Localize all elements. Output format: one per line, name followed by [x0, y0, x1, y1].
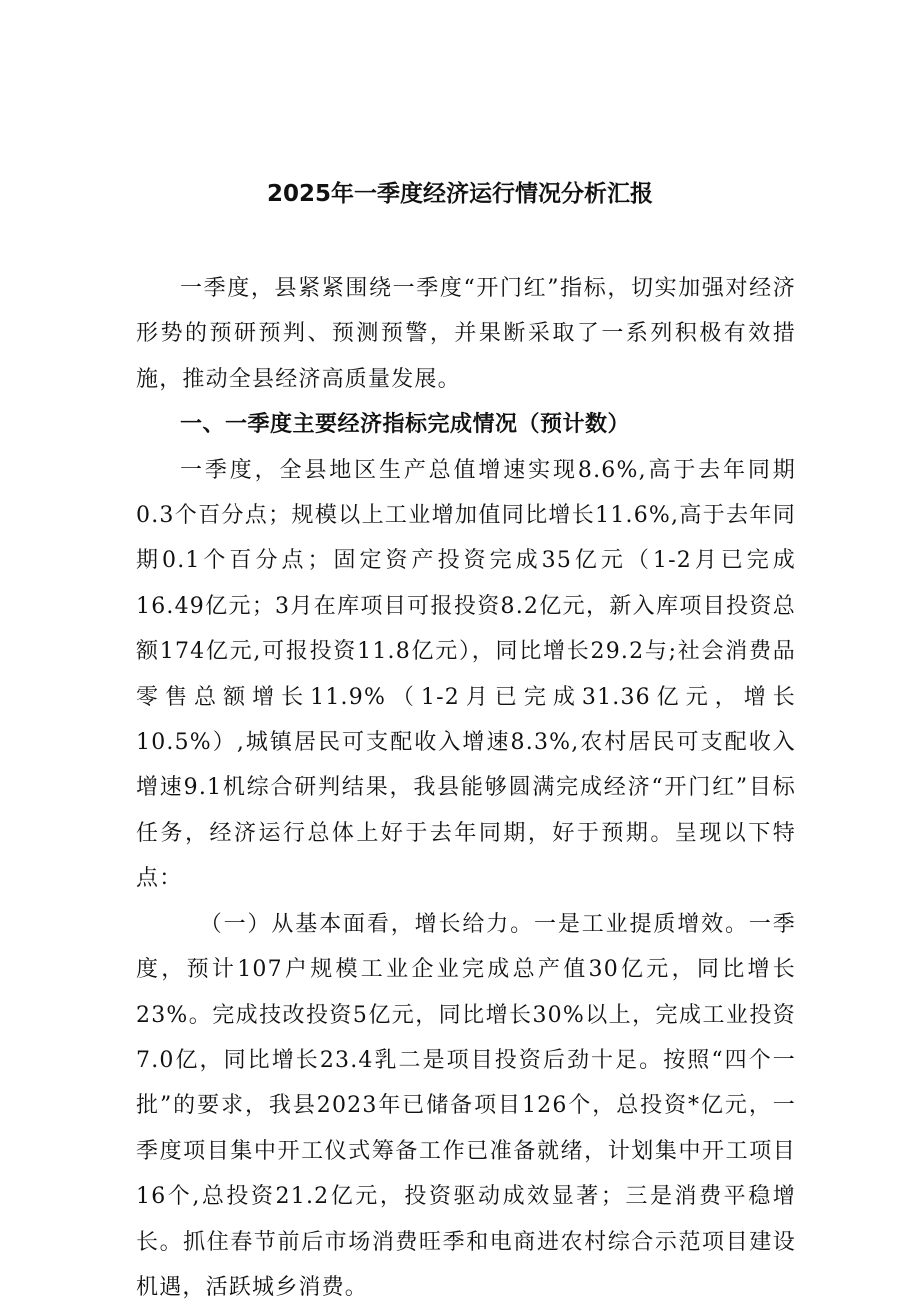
document-title: 2025年一季度经济运行情况分析汇报 [266, 181, 653, 207]
subsection-paragraph: （一）从基本面看，增长给力。一是工业提质增效。一季度，预计107户规模工业企业完成总产值30亿元，同比增长23%。完成技改投资5亿元，同比增长30%以上，完成工业投资7.0亿，同比增长23.4乳二是项目投资后劲十足。按照“四个一批”的要求，我县2023年已储备项目126个，总投资*亿元，一季度项目集中开工仪式筹备工作已准备就绪，计划集中开工项目16个,总投资21.2亿元，投资驱动成效显著；三是消费平稳增长。抓住春节前后市场消费旺季和电商进农村综合示范项目建设机遇，活跃城乡消费。 [136, 911, 796, 1300]
section-paragraph: 一季度，全县地区生产总值增速实现8.6%,高于去年同期0.3个百分点；规模以上工业增加值同比增长11.6%,高于去年同期0.1个百分点；固定资产投资完成35亿元（1-2月已完成16.49亿元；3月在库项目可报投资8.2亿元，新入库项目投资总额174亿元,可报投资11.8亿元），同比增长29.2与;社会消费品零售总额增长11.9%（1-2月已完成31.36亿元，增长10.5%）,城镇居民可支配收入增速8.3%,农村居民可支配收入增速9.1机综合研判结果，我县能够圆满完成经济“开门红”目标任务，经济运行总体上好于去年同期，好于预期。呈现以下特点： [136, 457, 796, 892]
section-heading: 一、一季度主要经济指标完成情况（预计数） [180, 412, 631, 438]
intro-paragraph: 一季度，县紧紧围绕一季度“开门红”指标，切实加强对经济形势的预研预判、预测预警，并果断采取了一系列积极有效措施，推动全县经济高质量发展。 [136, 276, 796, 392]
document-body [136, 266, 796, 1310]
